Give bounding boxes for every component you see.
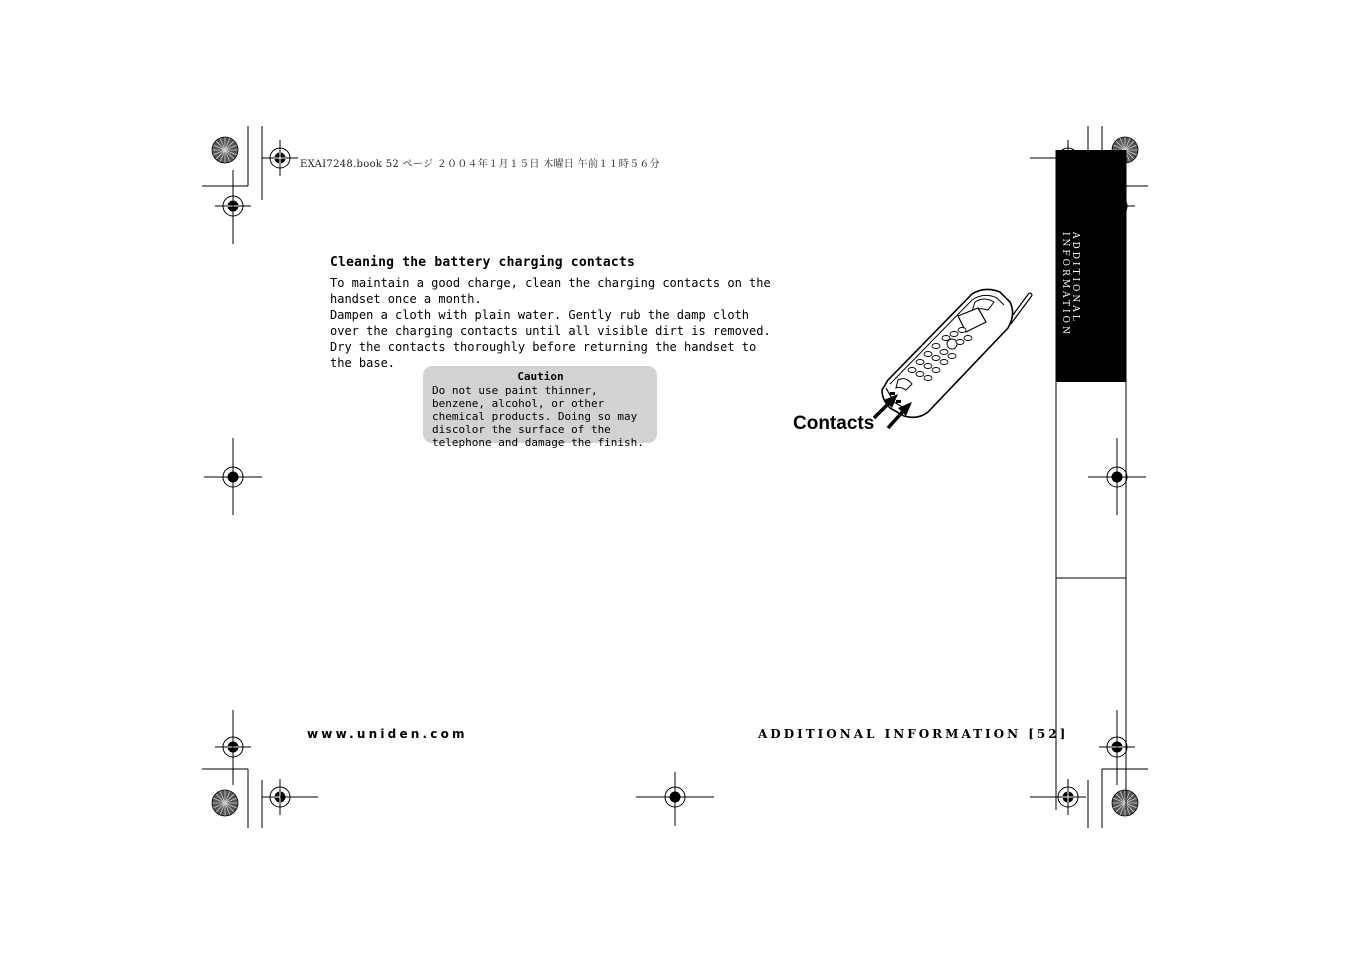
footer-website: www.uniden.com bbox=[307, 727, 468, 741]
caution-box bbox=[423, 366, 657, 449]
section-body bbox=[330, 275, 780, 371]
caution-title: Caution bbox=[517, 370, 564, 383]
footer-page-label: ADDITIONAL INFORMATION [52] bbox=[758, 727, 1069, 741]
print-slug: EXAI7248.book 52 ページ ２００４年１月１５日 木曜日 午前１１時５６分 bbox=[300, 159, 660, 170]
caution-text: Do not use paint thinner, benzene, alcohol, or other chemical products. Doing so may discolor the surface of the telephone and damage the finish. bbox=[432, 384, 644, 449]
paragraph-maintain: To maintain a good charge, clean the charging contacts on the handset once a month. bbox=[330, 276, 771, 306]
side-tab-label: ADDITIONAL INFORMATION bbox=[1060, 232, 1080, 337]
paragraph-dampen: Dampen a cloth with plain water. Gently rub the damp cloth over the charging contacts until all visible dirt is removed. Dry the contacts thoroughly before returning the handset to the base. bbox=[330, 308, 771, 370]
section-heading: Cleaning the battery charging contacts bbox=[330, 255, 636, 270]
contacts-arrows bbox=[870, 388, 920, 433]
contacts-label: Contacts bbox=[793, 413, 875, 434]
